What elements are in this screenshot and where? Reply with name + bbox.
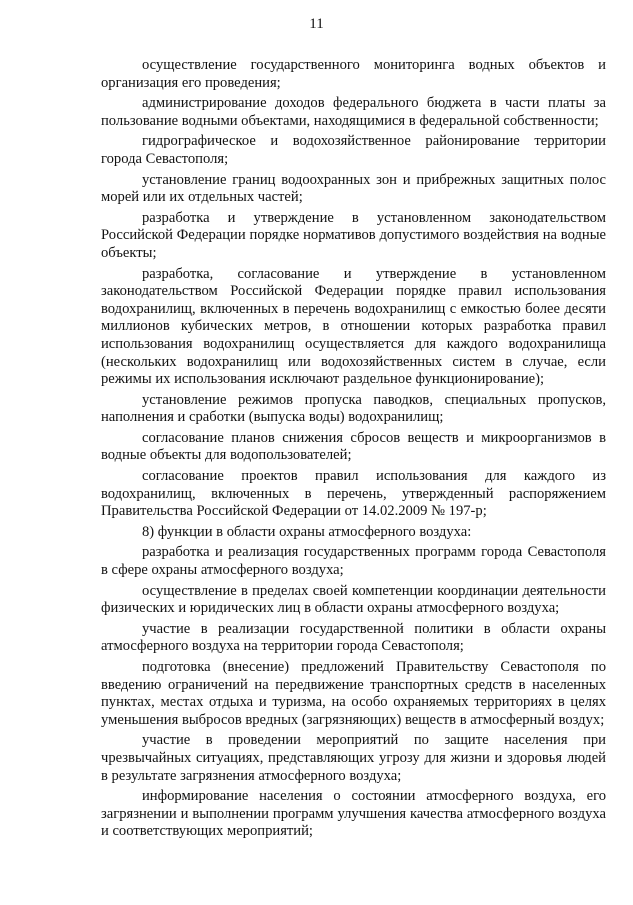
paragraph: разработка, согласование и утверждение в установленном законодательством Российской Федерации порядке правил использования водохранилищ, включенных в перечень водохранилищ с емкостью более десяти миллионов кубических метров, в отношении которых разработка правил использования водохранилищ осуществляется для каждого водохранилища (нескольких водохранилищ или водохозяйственных систем в случае, если режимы их использования исключают раздельное функционирование); bbox=[101, 265, 606, 388]
paragraph: разработка и утверждение в установленном законодательством Российской Федерации порядке нормативов допустимого воздействия на водные объекты; bbox=[101, 209, 606, 261]
paragraph: согласование планов снижения сбросов веществ и микроорганизмов в водные объекты для водопользователей; bbox=[101, 429, 606, 464]
paragraph: администрирование доходов федерального бюджета в части платы за пользование водными объектами, находящимися в федеральной собственности; bbox=[101, 95, 606, 129]
page-number: 11 bbox=[309, 16, 324, 32]
paragraph: подготовка (внесение) предложений Правительству Севастополя по введению ограничений на передвижение транспортных средств в населенных пунктах, местах отдыха и туризма, на особо охраняемых территориях в целях уменьшения выбросов вредных (загрязняющих) веществ в атмосферный воздух; bbox=[101, 659, 606, 728]
paragraph: разработка и реализация государственных программ города Севастополя в сфере охраны атмосферного воздуха; bbox=[101, 544, 606, 579]
paragraph: осуществление в пределах своей компетенции координации деятельности физических и юридических лиц в области охраны атмосферного воздуха; bbox=[101, 582, 606, 617]
section-heading: 8) функции в области охраны атмосферного воздуха: bbox=[142, 523, 472, 540]
paragraph: согласование проектов правил использования для каждого из водохранилищ, включенных в перечень, утвержденный распоряжением Правительства Российской Федерации от 14.02.2009 № 197-р; bbox=[101, 468, 606, 520]
paragraph: участие в реализации государственной политики в области охраны атмосферного воздуха на территории города Севастополя; bbox=[101, 620, 606, 655]
paragraph: осуществление государственного мониторинга водных объектов и организация его проведения; bbox=[101, 57, 606, 91]
paragraph: информирование населения о состоянии атмосферного воздуха, его загрязнении и выполнении программ улучшения качества атмосферного воздуха и соответствующих мероприятий; bbox=[101, 788, 606, 840]
paragraph: установление границ водоохранных зон и прибрежных защитных полос морей или их отдельных частей; bbox=[101, 171, 606, 206]
paragraph: установление режимов пропуска паводков, специальных пропусков, наполнения и сработки (выпуска воды) водохранилищ; bbox=[101, 391, 606, 426]
paragraph: участие в проведении мероприятий по защите населения при чрезвычайных ситуациях, представляющих угрозу для жизни и здоровья людей в результате загрязнения атмосферного воздуха; bbox=[101, 732, 606, 784]
paragraph: гидрографическое и водохозяйственное районирование территории города Севастополя; bbox=[101, 133, 606, 167]
document-body bbox=[101, 57, 606, 844]
